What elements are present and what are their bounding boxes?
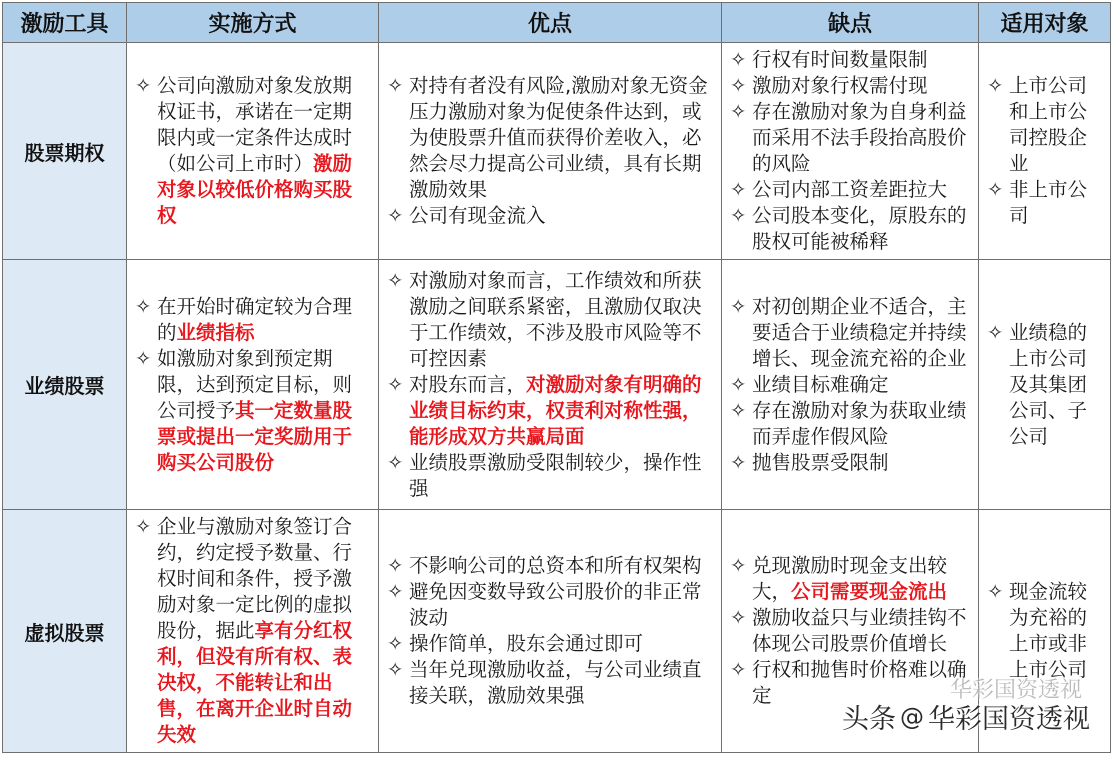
item-text: 公司内部工资差距拉大 <box>752 178 948 201</box>
diamond-bullet-icon: ✧ <box>387 632 404 655</box>
item-text: 如激励对象到预定期限，达到预定目标，则公司授予 <box>157 346 353 422</box>
pros-cell <box>379 510 722 753</box>
diamond-bullet-icon: ✧ <box>387 268 404 292</box>
item-text: 避免因变数导致公司股价的非正常波动 <box>409 580 702 629</box>
highlighted-text: 公司需要现金流出 <box>791 580 948 603</box>
list-item <box>987 177 1102 229</box>
list-item <box>387 553 713 579</box>
item-text: 对激励对象而言，工作绩效和所获激励之间联系紧密，且激励仅取决于工作绩效，不涉及股市风险等不可控因素 <box>409 268 702 370</box>
highlighted-text: 激励对象以较低价格购买股权 <box>157 152 353 227</box>
list-item <box>730 203 970 255</box>
bullet-list <box>987 73 1102 229</box>
item-text: 存在激励对象为自身利益而采用不法手段抬高股价的风险 <box>752 100 967 175</box>
diamond-bullet-icon: ✧ <box>730 398 747 422</box>
list-item <box>387 73 713 203</box>
diamond-bullet-icon: ✧ <box>730 74 747 97</box>
item-text: 对初创期企业不适合，主要适合于业绩稳定并持续增长、现金流充裕的企业 <box>752 294 967 370</box>
tool-name: 虚拟股票 <box>3 510 127 753</box>
at-icon: @ <box>900 702 924 731</box>
list-item <box>730 398 970 450</box>
header-method: 实施方式 <box>127 3 379 43</box>
source-watermark <box>842 678 1090 736</box>
diamond-bullet-icon: ✧ <box>387 580 404 603</box>
bullet-list <box>387 553 713 709</box>
item-text: 公司向激励对象发放期权证书，承诺在一定期限内或一定条件达成时（如公司上市时） <box>157 74 353 175</box>
diamond-bullet-icon: ✧ <box>135 74 152 97</box>
list-item <box>387 579 713 631</box>
bullet-list <box>135 514 370 748</box>
diamond-bullet-icon: ✧ <box>135 294 152 318</box>
bullet-list <box>387 268 713 502</box>
item-text: 现金流较为充裕的上市或非上市公司 <box>1009 580 1088 681</box>
item-text: 操作简单，股东会通过即可 <box>409 632 644 655</box>
item-text: 在开始时确定较为合理的 <box>157 294 353 344</box>
item-text: 非上市公司 <box>1009 178 1088 227</box>
item-text: 公司有现金流入 <box>409 204 546 227</box>
header-tool: 激励工具 <box>3 3 127 43</box>
diamond-bullet-icon: ✧ <box>987 580 1004 603</box>
diamond-bullet-icon: ✧ <box>730 554 747 577</box>
diamond-bullet-icon: ✧ <box>730 294 747 318</box>
method-cell <box>127 260 379 510</box>
list-item <box>387 450 713 502</box>
bullet-list <box>135 294 370 476</box>
cons-cell <box>722 260 979 510</box>
method-cell <box>127 43 379 260</box>
list-item <box>135 294 370 346</box>
list-item <box>987 73 1102 177</box>
item-text: 激励对象行权需付现 <box>752 74 928 97</box>
list-item <box>135 73 370 229</box>
item-text: 抛售股票受限制 <box>752 450 889 474</box>
header-pros: 优点 <box>379 3 722 43</box>
list-item <box>730 553 970 605</box>
watermark-shadow: 华彩国资透视 <box>949 678 1082 703</box>
item-text: 当年兑现激励收益，与公司业绩直接关联，激励效果强 <box>409 658 702 707</box>
diamond-bullet-icon: ✧ <box>135 515 152 538</box>
list-item <box>987 579 1102 683</box>
watermark-prefix: 头条 <box>842 704 896 735</box>
item-text: 对股东而言， <box>409 372 527 396</box>
diamond-bullet-icon: ✧ <box>730 178 747 201</box>
list-item <box>730 605 970 657</box>
bullet-list <box>730 47 970 255</box>
diamond-bullet-icon: ✧ <box>135 346 152 370</box>
item-text: 存在激励对象为获取业绩而弄虚作假风险 <box>752 398 967 448</box>
list-item <box>730 450 970 476</box>
cons-cell <box>722 43 979 260</box>
bullet-list <box>987 320 1102 450</box>
item-text: 公司股本变化，原股东的股权可能被稀释 <box>752 204 967 253</box>
item-text: 上市公司和上市公司控股企业 <box>1009 74 1088 175</box>
diamond-bullet-icon: ✧ <box>987 320 1004 344</box>
watermark-name: 华彩国资透视 <box>928 704 1090 735</box>
table-row <box>3 260 1111 510</box>
diamond-bullet-icon: ✧ <box>730 100 747 123</box>
diamond-bullet-icon: ✧ <box>730 48 747 71</box>
item-text: 激励收益只与业绩挂钩不体现公司股票价值增长 <box>752 606 967 655</box>
diamond-bullet-icon: ✧ <box>987 74 1004 97</box>
diamond-bullet-icon: ✧ <box>730 658 747 681</box>
highlighted-text: 享有分红权利，但没有所有权、表决权，不能转让和出售，在离开企业时自动失效 <box>157 619 353 746</box>
list-item <box>730 177 970 203</box>
list-item <box>730 73 970 99</box>
item-text: 行权和抛售时价格难以确定 <box>752 658 967 707</box>
target-cell <box>979 43 1111 260</box>
item-text: 企业与激励对象签订合约，约定授予数量、行权时间和条件，授予激励对象一定比例的虚拟股份，据此 <box>157 515 353 642</box>
diamond-bullet-icon: ✧ <box>730 450 747 474</box>
tool-name: 股票期权 <box>3 43 127 260</box>
diamond-bullet-icon: ✧ <box>387 74 404 97</box>
item-text: 业绩股票激励受限制较少，操作性强 <box>409 450 702 500</box>
list-item <box>387 631 713 657</box>
bullet-list <box>135 73 370 229</box>
item-text: 业绩目标难确定 <box>752 372 889 396</box>
list-item <box>730 294 970 372</box>
item-text: 对持有者没有风险,激励对象无资金压力激励对象为促使条件达到，或为使股票升值而获得价差收入，必然会尽力提高公司业绩，具有长期激励效果 <box>409 74 708 201</box>
header-cons: 缺点 <box>722 3 979 43</box>
pros-cell <box>379 43 722 260</box>
list-item <box>387 657 713 709</box>
diamond-bullet-icon: ✧ <box>730 372 747 396</box>
bullet-list <box>387 73 713 229</box>
table-row <box>3 43 1111 260</box>
diamond-bullet-icon: ✧ <box>987 178 1004 201</box>
list-item <box>135 514 370 748</box>
list-item <box>387 268 713 372</box>
item-text: 兑现激励时现金支出较大， <box>752 554 948 603</box>
list-item <box>987 320 1102 450</box>
bullet-list <box>730 294 970 476</box>
diamond-bullet-icon: ✧ <box>387 554 404 577</box>
diamond-bullet-icon: ✧ <box>387 658 404 681</box>
highlighted-text: 业绩指标 <box>176 320 255 344</box>
diamond-bullet-icon: ✧ <box>730 204 747 227</box>
list-item <box>387 203 713 229</box>
header-target: 适用对象 <box>979 3 1111 43</box>
item-text: 不影响公司的总资本和所有权架构 <box>409 554 702 577</box>
list-item <box>730 99 970 177</box>
list-item <box>730 47 970 73</box>
diamond-bullet-icon: ✧ <box>387 450 404 474</box>
target-cell <box>979 260 1111 510</box>
list-item <box>135 346 370 476</box>
header-row <box>3 3 1111 43</box>
diamond-bullet-icon: ✧ <box>387 372 404 396</box>
highlighted-text: 对激励对象有明确的业绩目标约束，权责利对称性强，能形成双方共赢局面 <box>409 372 702 448</box>
bullet-list <box>987 579 1102 683</box>
method-cell <box>127 510 379 753</box>
item-text: 业绩稳的上市公司及其集团公司、子公司 <box>1009 320 1088 448</box>
bullet-list <box>730 553 970 709</box>
incentive-tools-table <box>2 2 1111 753</box>
diamond-bullet-icon: ✧ <box>730 606 747 629</box>
diamond-bullet-icon: ✧ <box>387 204 404 227</box>
list-item <box>387 372 713 450</box>
item-text: 行权有时间数量限制 <box>752 48 928 71</box>
highlighted-text: 其一定数量股票或提出一定奖励用于购买公司股份 <box>157 398 353 474</box>
pros-cell <box>379 260 722 510</box>
list-item <box>730 372 970 398</box>
tool-name: 业绩股票 <box>3 260 127 510</box>
